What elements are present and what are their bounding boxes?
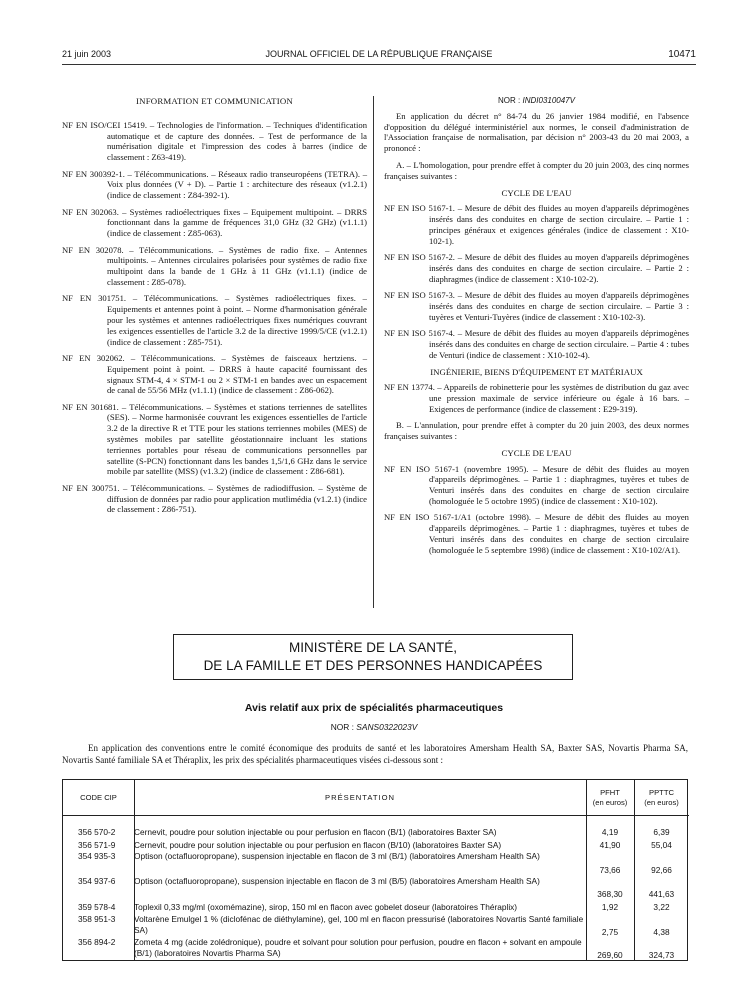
norm-code: NF EN 302063.: [62, 206, 119, 217]
norm-entry: [62, 353, 367, 396]
left-entries-list: [62, 120, 367, 515]
norm-code: NF EN 301751.: [62, 293, 127, 304]
cycle-eau-list: [384, 203, 689, 360]
left-column: [62, 96, 367, 521]
norm-text: – Mesure de débit des fluides au moyen d'appareils déprimogènes insérés dans des conduites en charge de section circulaire. – Partie 1 : principes généraux et exigences générales (indice de classement : X10-102-1).: [429, 203, 690, 246]
col-header-code-label: CODE CIP: [80, 793, 117, 802]
norm-entry: [384, 252, 689, 284]
norm-code: NF EN ISO 5167-3.: [384, 290, 455, 301]
col-header-pfttc: [634, 780, 689, 816]
cell-pfht: 269,60: [597, 950, 623, 960]
cycle-eau-list-2: [384, 464, 689, 556]
norm-entry: [384, 203, 689, 246]
norm-text: – Mesure de débit des fluides au moyen d'appareils déprimogènes insérés dans des conduites en charge de section circulaire. – Partie 2 : diaphragmes (indice de classement : X10-102-2).: [429, 252, 690, 284]
cycle-eau-title: CYCLE DE L'EAU: [501, 187, 572, 198]
cell-pfttc: 441,63: [648, 889, 675, 899]
col-header-presentation-label: PRÉSENTATION: [325, 793, 395, 802]
col-header-code: [63, 780, 134, 816]
cell-pfht: 2,75: [601, 927, 619, 937]
norm-entry: [62, 402, 367, 478]
norm-entry: [62, 120, 367, 163]
cell-presentation: Optison (octafluoropropane), suspension injectable en flacon de 3 ml (B/1) (laboratoires Amersham Health SA): [134, 851, 540, 861]
norm-code: NF EN ISO 5167-1: [384, 463, 460, 474]
cell-pfht: 41,90: [599, 840, 621, 850]
cell-pfttc: 92,66: [651, 865, 672, 875]
norm-code: NF EN ISO 5167-4.: [384, 328, 455, 339]
norm-text: – Télécommunications. – Systèmes de radio fixe. – Antennes multipoints. – Antennes circulaires polarisées pour systèmes de radio fixe multipoint dans la bande de 1 GHz à 11 GHz (v1.1.1) (indice de classement : Z85-078).: [107, 244, 368, 287]
norm-text: (novembre 1995). – Mesure de débit des fluides au moyen d'appareils déprimogènes. – Partie 1 : diaphragmes, tuyères et tubes de Venturi insérés dans des conduites en charge de section circulaire (homologuée le 5 octobre 1995) (indice de classement : X10-102).: [429, 463, 689, 507]
cell-pfttc: 55,04: [651, 840, 672, 850]
right-column: [384, 96, 689, 561]
decree-intro: En application du décret n° 84-74 du 26 janvier 1984 modifié, en l'absence d'opposition du délégué interministériel aux normes, le conseil d'administration de l'Association française de normalisation, par décision n° 2003-43 du 20 mai 2003, a prononcé :: [384, 110, 689, 154]
cell-pfht: 1,92: [601, 902, 619, 912]
norm-text: – Systèmes radioélectriques fixes – Equipement multipoint. – DRRS fonctionnant dans la gamme de fréquences 31,0 GHz (32 GHz) (v1.1.1) (indice de classement : Z85-063).: [107, 206, 367, 239]
norm-entry: [384, 464, 689, 507]
norm-code: NF EN 13774.: [384, 382, 435, 393]
norm-text: – Télécommunications. – Réseaux radio transeuropéens (TETRA). – Voix plus données (V + D). – Partie 1 : architecture des réseaux (v1.2.1) (indice de classement : Z84-392-1).: [107, 168, 367, 201]
norm-entry: [62, 293, 367, 347]
norm-entry: [384, 290, 689, 322]
homologation-paragraph: A. – L'homologation, pour prendre effet à compter du 20 juin 2003, des cinq normes françaises suivantes :: [384, 159, 689, 181]
cell-presentation: Optison (octafluoropropane), suspension injectable en flacon de 3 ml (B/5) (laboratoires Amersham Health SA): [134, 876, 540, 886]
cell-presentation: Cernevit, poudre pour solution injectable ou pour perfusion en flacon (B/10) (laboratoires Baxter SA): [134, 840, 502, 850]
norm-text: (octobre 1998). – Mesure de débit des fluides au moyen d'appareils déprimogènes. – Partie 1 : diaphragmes, tuyères et tubes de Venturi insérés dans des conduites en charge de section circulaire (homologuée le 5 septembre 1998) (indice de classement : X10-102/A1).: [429, 512, 689, 555]
norm-code: NF EN ISO 5167-1.: [384, 203, 455, 214]
cell-presentation: Toplexil 0,33 mg/ml (oxomémazine), sirop, 150 ml en flacon avec gobelet doseur (laboratoires Théraplix): [134, 902, 518, 912]
norm-text: – Technologies de l'information. – Techniques d'identification automatique et de capture des données. – Test de performance de la numérisation digitale et l'impression des codes à barres (indice de classement : Z63-419).: [107, 119, 367, 163]
cell-presentation: Zometa 4 mg (acide zolédronique), poudre et solvant pour solution pour perfusion, poudre en flacon + solvant en ampoule (B/1) (laboratoires Novartis Pharma SA): [134, 937, 582, 958]
cell-presentation: Voltarène Emulgel 1 % (diclofénac de diéthylamine), gel, 100 ml en flacon pressurisé (laboratoires Novartis Santé familiale SA): [134, 914, 584, 935]
ministry-line-2: DE LA FAMILLE ET DES PERSONNES HANDICAPÉES: [203, 658, 543, 673]
norm-code: NF EN ISO 5167-1/A1: [384, 512, 472, 523]
norm-entry: [62, 483, 367, 515]
norm-entry: [62, 245, 367, 288]
norm-code: NF EN 302062.: [62, 352, 125, 363]
col-header-pfht-unit: (en euros): [592, 798, 628, 807]
col-header-pfht-label: PFHT: [600, 788, 620, 797]
cell-presentation: Cernevit, poudre pour solution injectable ou pour perfusion en flacon (B/1) (laboratoires Baxter SA): [134, 827, 497, 837]
section-title-information: INFORMATION ET COMMUNICATION: [136, 96, 293, 106]
header-page-number: 10471: [668, 49, 696, 60]
col-header-pfttc-unit: (en euros): [644, 798, 679, 807]
norm-entry: [62, 169, 367, 201]
norm-text: – Appareils de robinetterie pour les systèmes de distribution du gaz avec une pression maximale de service inférieure ou égale à 16 bars. – Exigences de performance (indice de classement : E29-319).: [429, 382, 690, 414]
avis-nor-reference: [0, 722, 748, 732]
page-header: [62, 49, 696, 63]
cell-code: 359 578-4: [78, 902, 116, 912]
norm-entry: [384, 328, 689, 360]
avis-intro: En application des conventions entre le comité économique des produits de santé et les laboratoires Amersham Health SA, Baxter SAS, Novartis Pharma SA, Novartis Santé familiale SA et Théraplix, les prix des spécialités pharmaceutiques visées ci-dessous sont :: [62, 743, 688, 765]
norm-text: – Télécommunications. – Systèmes et stations terriennes de satellites (SES). – Norme harmonisée couvrant les exigences essentielles de l'article 3.2 de la directive R et TTE pour les stations terriennes mobiles (MES) de systèmes mobiles par satellite géostationnaire incluant les stations terriennes portables pour réseau de communications personnelles par satellite (S-PCN) fonctionnant dans les bandes 1,5/1,6 GHz dans le service mobile par satellite (MSS) (v1.3.2) (indice de classement : Z86-681).: [107, 401, 367, 477]
avis-title: Avis relatif aux prix de spécialités pharmaceutiques: [244, 702, 504, 714]
norm-text: – Télécommunications. – Systèmes de radiodiffusion. – Système de diffusion de données par radio pour application mutlimédia (v1.2.1) (indice de classement : Z86-751).: [107, 482, 367, 515]
ingenierie-title: INGÉNIERIE, BIENS D'ÉQUIPEMENT ET MATÉRIAUX: [430, 366, 643, 377]
norm-code: NF EN 300751.: [62, 482, 120, 493]
col-header-pfht: [586, 780, 634, 816]
price-table: [62, 779, 688, 961]
cell-pfttc: 3,22: [653, 902, 670, 912]
nor-reference: [384, 96, 689, 107]
norm-text: – Mesure de débit des fluides au moyen d'appareils déprimogènes insérés dans des conduites en charge de section circulaire. – Partie 3 : tuyères et Venturi-Tuyères (indice de classement : X10-102-3).: [429, 290, 690, 322]
norm-code: NF EN ISO 5167-2.: [384, 252, 455, 263]
header-date: 21 juin 2003: [62, 49, 112, 59]
cell-code: 356 894-2: [78, 937, 116, 947]
nor-code: INDI0310047V: [522, 96, 575, 105]
annulation-paragraph: B. – L'annulation, pour prendre effet à compter du 20 juin 2003, des deux normes françaises suivantes :: [384, 420, 689, 442]
norm-entry: [62, 207, 367, 239]
cell-code: 356 570-2: [78, 827, 116, 837]
norm-text: – Mesure de débit des fluides au moyen d'appareils déprimogènes insérés dans des conduites en charge de section circulaire. – Partie 4 : tubes de Venturi (indice de classement : X10-102-4).: [429, 328, 690, 360]
header-journal-title: JOURNAL OFFICIEL DE LA RÉPUBLIQUE FRANÇAISE: [265, 49, 493, 59]
cell-code: 354 935-3: [78, 851, 116, 861]
avis-nor-label: NOR :: [330, 722, 357, 732]
nor-label: NOR :: [498, 96, 523, 105]
column-divider: [373, 96, 374, 608]
col-header-presentation: [134, 780, 586, 816]
cell-code: 354 937-6: [78, 876, 116, 886]
norm-text: – Télécommunications. – Systèmes radioélectriques fixes. – Equipements et antennes point à point. – Norme d'harmonisation générale pour les systèmes et antennes radioélectriques fixes numériques couvrant les exigences essentielles de l'article 3.2 de la directive 1999/5/CE (v1.2.1) (indice de classement : Z85-751).: [107, 293, 367, 347]
norm-code: NF EN 301681.: [62, 401, 119, 412]
cell-pfttc: 324,73: [648, 950, 675, 960]
cell-code: 358 951-3: [78, 914, 116, 924]
ministry-line-1: MINISTÈRE DE LA SANTÉ,: [288, 640, 458, 655]
cell-pfht: 4,19: [601, 827, 619, 837]
norm-text: – Télécommunications. – Systèmes de faisceaux hertziens. – Equipement point à point. – DRRS à haute capacité fournissant des signaux STM-4, 4 × STM-1 ou 2 × STM-1 en bandes avec un espacement de canal de 55/56 MHz (v1.1.1) (indice de classement : Z86-062).: [107, 352, 367, 396]
cycle-eau-title-2: CYCLE DE L'EAU: [501, 447, 572, 458]
cell-pfttc: 4,38: [653, 927, 670, 937]
cell-pfttc: 6,39: [653, 827, 670, 837]
col-header-pfttc-label: PPTTC: [649, 788, 674, 797]
avis-nor-code: SANS0322023V: [356, 722, 418, 732]
cell-pfht: 73,66: [599, 865, 621, 875]
ministry-title-box: [173, 634, 573, 680]
norm-code: NF EN 302078.: [62, 244, 124, 255]
norm-code: NF EN ISO/CEI 15419.: [62, 119, 147, 130]
norm-code: NF EN 300392-1.: [62, 168, 125, 179]
header-rule: [62, 64, 696, 65]
cell-code: 356 571-9: [78, 840, 116, 850]
ingenierie-entry: [384, 382, 689, 414]
norm-entry: [384, 512, 689, 555]
cell-pfht: 368,30: [597, 889, 623, 899]
